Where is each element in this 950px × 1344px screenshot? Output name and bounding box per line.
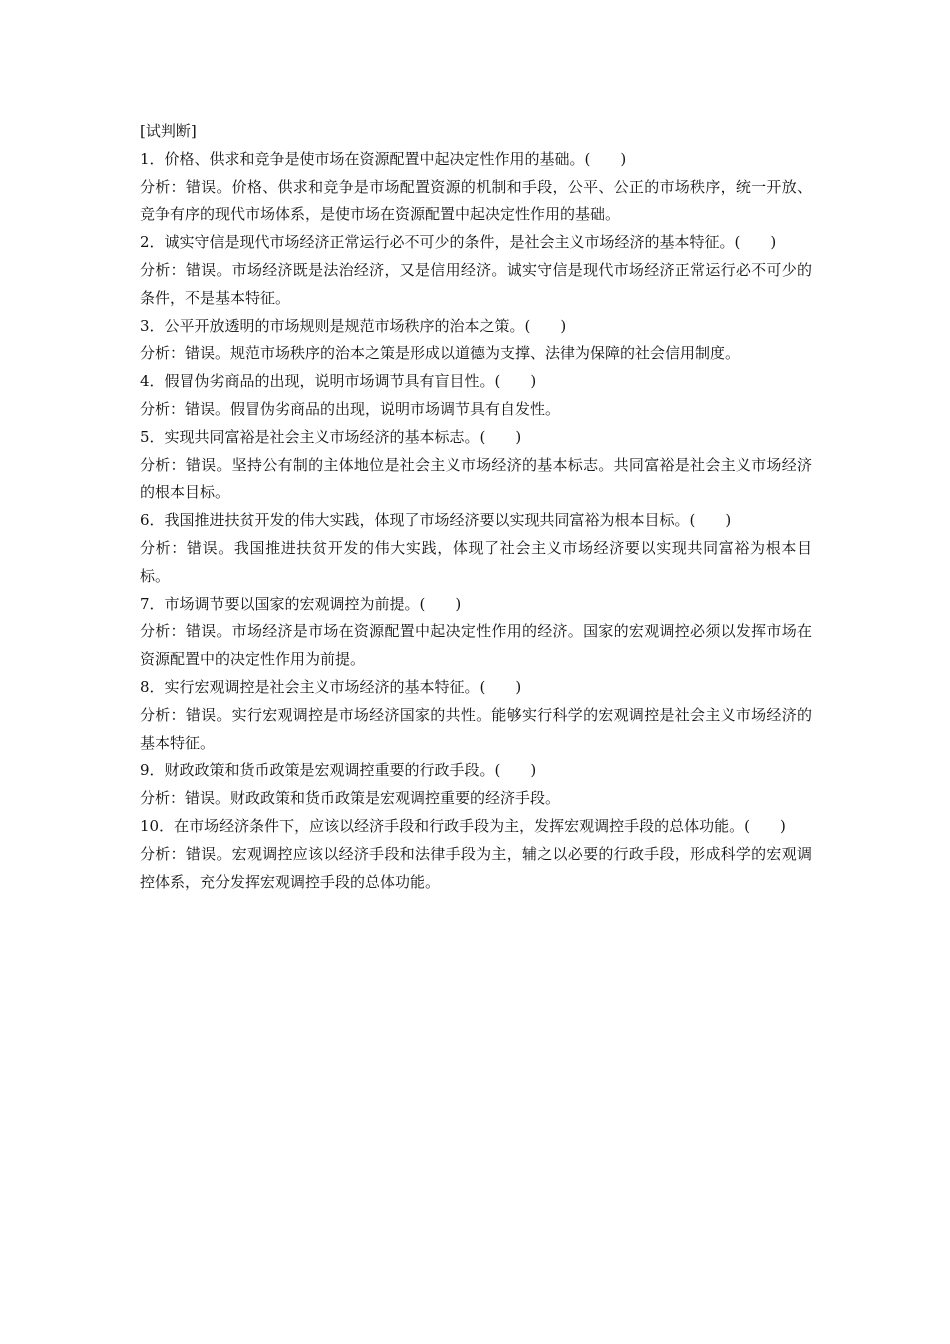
question-9: 9．财政政策和货币政策是宏观调控重要的行政手段。( ): [140, 761, 537, 780]
question-10: 10．在市场经济条件下，应该以经济手段和行政手段为主，发挥宏观调控手段的总体功能。( ): [140, 816, 786, 835]
analysis-7: 分析：错误。市场经济是市场在资源配置中起决定性作用的经济。国家的宏观调控必须以发挥市场在资源配置中的决定性作用为前提。: [140, 622, 812, 669]
question-4: 4．假冒伪劣商品的出现，说明市场调节具有盲目性。( ): [140, 372, 537, 391]
question-7: 7．市场调节要以国家的宏观调控为前提。( ): [140, 594, 462, 613]
question-6: 6．我国推进扶贫开发的伟大实践，体现了市场经济要以实现共同富裕为根本目标。( ): [140, 511, 732, 530]
question-5: 5．实现共同富裕是社会主义市场经济的基本标志。( ): [140, 427, 522, 446]
section-title: [试判断]: [140, 122, 197, 140]
question-2: 2．诚实守信是现代市场经济正常运行必不可少的条件，是社会主义市场经济的基本特征。( ): [140, 233, 777, 252]
question-1: 1．价格、供求和竞争是使市场在资源配置中起决定性作用的基础。( ): [140, 149, 627, 168]
analysis-10: 分析：错误。宏观调控应该以经济手段和法律手段为主，辅之以必要的行政手段，形成科学的宏观调控体系，充分发挥宏观调控手段的总体功能。: [140, 844, 812, 891]
analysis-5: 分析：错误。坚持公有制的主体地位是社会主义市场经济的基本标志。共同富裕是社会主义市场经济的根本目标。: [140, 455, 812, 502]
analysis-9: 分析：错误。财政政策和货币政策是宏观调控重要的经济手段。: [140, 789, 561, 808]
question-3: 3．公平开放透明的市场规则是规范市场秩序的治本之策。( ): [140, 316, 567, 335]
analysis-2: 分析：错误。市场经济既是法治经济，又是信用经济。诚实守信是现代市场经济正常运行必不可少的条件，不是基本特征。: [140, 260, 812, 307]
analysis-6: 分析：错误。我国推进扶贫开发的伟大实践，体现了社会主义市场经济要以实现共同富裕为根本目标。: [140, 538, 812, 585]
analysis-3: 分析：错误。规范市场秩序的治本之策是形成以道德为支撑、法律为保障的社会信用制度。: [140, 344, 741, 363]
analysis-4: 分析：错误。假冒伪劣商品的出现，说明市场调节具有自发性。: [140, 399, 561, 418]
analysis-1: 分析：错误。价格、供求和竞争是市场配置资源的机制和手段，公平、公正的市场秩序，统一开放、竞争有序的现代市场体系，是使市场在资源配置中起决定性作用的基础。: [140, 177, 812, 224]
question-8: 8．实行宏观调控是社会主义市场经济的基本特征。( ): [140, 677, 522, 696]
document-body: [140, 118, 812, 896]
analysis-8: 分析：错误。实行宏观调控是市场经济国家的共性。能够实行科学的宏观调控是社会主义市场经济的基本特征。: [140, 705, 812, 752]
